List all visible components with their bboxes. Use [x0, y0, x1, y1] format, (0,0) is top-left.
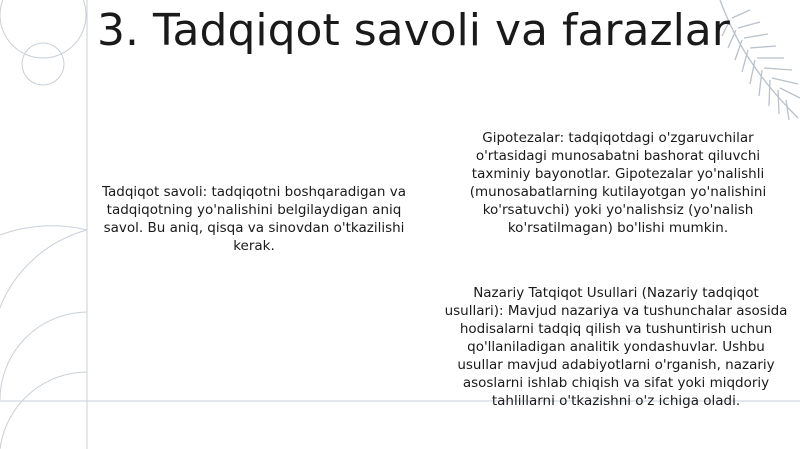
left-arc-upper	[0, 230, 87, 310]
top-large-circle	[0, 0, 86, 58]
left-arc-middle	[0, 312, 87, 400]
hypotheses-text: Gipotezalar: tadqiqotdagi o'zgaruvchilar o'rtasidagi munosabatni bashorat qiluvchi taxminiy bayonotlar. Gipotezalar yo'nalishli (munosabatlarning kutilayotgan yo'nalishini ko'rsatuvchi) yoki yo'nalishsiz (yo'nalish ko'rsatilmagan) bo'lishi mumkin.	[469, 130, 767, 236]
top-small-circle	[22, 43, 64, 85]
research-question-text: Tadqiqot savoli: tadqiqotni boshqaradigan va tadqiqotning yo'nalishini belgilaydigan aniq savol. Bu aniq, qisqa va sinovdan o'tkazilishi kerak.	[101, 184, 406, 254]
slide-title: 3. Tadqiqot savoli va farazlar	[97, 5, 730, 56]
theoretical-methods-text: Nazariy Tatqiqot Usullari (Nazariy tadqiqot usullari): Mavjud nazariya va tushunchalar asosida hodisalarni tadqiq qilish va tushuntirish uchun qo'llaniladigan analitik yondashuvlar. Ushbu usullar mavjud adabiyotlarni o'rganish, nazariy asoslarni ishlab chiqish va sifat yoki miqdoriy tahlillarni o'tkazishni o'z ichiga oladi.	[444, 285, 788, 409]
left-arc-top	[0, 226, 87, 235]
left-arc-lower	[0, 372, 87, 449]
